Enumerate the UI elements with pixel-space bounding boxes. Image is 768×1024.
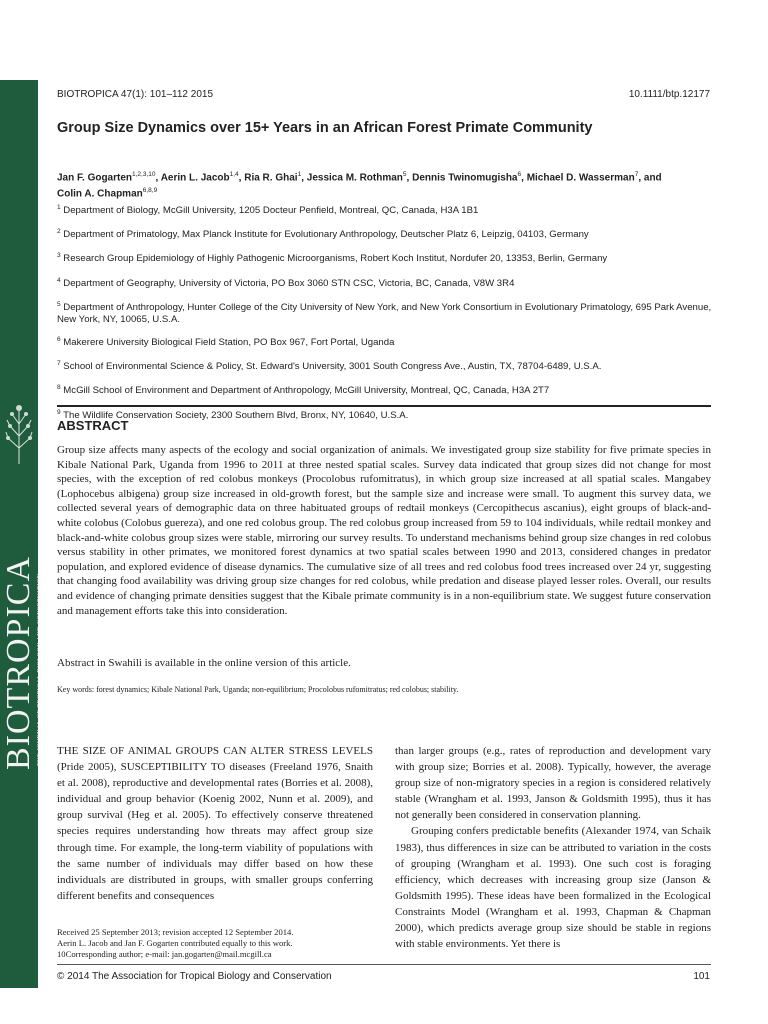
author-separator: , [406, 172, 413, 184]
affiliation-number: 5 [57, 300, 61, 308]
affiliation [57, 382, 717, 397]
author-separator: , [521, 172, 527, 184]
affiliation-number: 8 [57, 384, 61, 392]
affiliation-list [57, 202, 717, 431]
abstract-heading: ABSTRACT [57, 418, 129, 433]
author-separator: , [301, 172, 307, 184]
affiliation-number: 6 [57, 335, 61, 343]
page-number: 101 [693, 971, 710, 982]
affiliation [57, 226, 717, 241]
author-affiliation-marker: 1 [297, 171, 302, 178]
abstract-divider [57, 405, 711, 407]
sidebar-subtitle: THE JOURNAL OF TROPICAL BIOLOGY AND CONSERVATION [37, 573, 43, 766]
affiliation-text: Department of Anthropology, Hunter College of the City University of New York, and New York Consortium in Evolutionary Primatology, 695 Park Avenue, New York, NY, 10065, U.S.A. [57, 301, 712, 325]
affiliation-number: 2 [57, 228, 61, 236]
affiliation-number: 9 [57, 408, 61, 416]
footnote-received: Received 25 September 2013; revision accepted 12 September 2014. [57, 927, 294, 937]
author-affiliation-marker: 5 [402, 171, 407, 178]
body-paragraph: THE SIZE OF ANIMAL GROUPS CAN ALTER STRESS LEVELS (Pride 2005), SUSCEPTIBILITY TO diseases (Freeland 1976, Snaith et al. 2008), reproductive and developmental rates (Borries et al. 2008), individual and group behavior (Koenig 2002, Nunn et al. 2009), and group survival (Heg et al. 2005). To effectively conserve threatened species requires understanding how threats may affect group size through time. For example, the long-term viability of populations with the same number of individuals may differ based on how these individuals are distributed in groups, with smaller groups conferring different benefits and consequences [57, 745, 373, 902]
affiliation-text: School of Environmental Science & Policy, St. Edward's University, 3001 South Congress Ave., Austin, TX, 78704-6489, U.S.A. [63, 361, 602, 373]
author-list [57, 168, 717, 201]
affiliation-number: 1 [57, 204, 61, 211]
journal-citation: BIOTROPICA 47(1): 101–112 2015 [57, 89, 214, 100]
author: Michael D. Wasserman [526, 172, 635, 184]
tree-logo-icon [4, 398, 34, 464]
copyright: © 2014 The Association for Tropical Biology and Conservation [57, 971, 332, 982]
affiliation [57, 299, 717, 326]
affiliation-number: 7 [57, 360, 61, 368]
affiliation [57, 202, 717, 217]
affiliation [57, 407, 717, 422]
affiliation-text: McGill School of Environment and Department of Anthropology, McGill University, Montreal, QC, Canada, H3A 2T7 [63, 385, 550, 397]
author: Jan F. Gogarten [57, 172, 133, 184]
affiliation [57, 358, 717, 373]
body-paragraph: Grouping confers predictable benefits (Alexander 1974, van Schaik 1983), thus differences in size can be attributed to variation in the costs of grouping (Wrangham et al. 1993). One such cost is foraging efficiency, which decreases with increasing group size (Janson & Goldsmith 1995). These ideas have been formalized in the Ecological Constraints Model (Wrangham et al. 1993, Chapman & Chapman 2000), which predicts average group size should be stable in regions with stable environments. Yet there is [395, 825, 711, 951]
keywords: Key words: forest dynamics; Kibale National Park, Uganda; non-equilibrium; Procolobus rufomitratus; red colobus; stability. [57, 685, 459, 694]
body-column-right [395, 743, 711, 952]
author-affiliation-marker: 1,2,3,10 [132, 171, 156, 178]
journal-sidebar [0, 80, 43, 988]
author-affiliation-marker: 6 [517, 171, 522, 178]
affiliation [57, 334, 717, 349]
author-separator: , [238, 172, 245, 184]
author: Colin A. Chapman [57, 188, 143, 200]
author: Aerin L. Jacob [160, 172, 230, 184]
author: Jessica M. Rothman [306, 172, 403, 184]
body-column-left [57, 743, 373, 904]
abstract-text: Group size affects many aspects of the ecology and social organization of animals. We investigated group size stability for five primate species in Kibale National Park, Uganda from 1996 to 2011 at three nested spatial scales. Survey data indicated that group sizes did not change for most species, with the exception of red colobus monkeys (Procolobus rufomitratus), in which group size increased at all spatial scales. Mangabey (Lophocebus albigena) group size increased in old-growth forest, but the sample size and increase were small. To augment this survey data, we collected several years of demographic data on three habituated groups of redtail monkeys (Cercopithecus ascanius), eight groups of black-and-white colobus (Colobus guereza), and one red colobus group. The red colobus group increased from 59 to 104 individuals, while redtail monkey and black-and-white colobus group sizes were stable, mirroring our survey results. To understand mechanisms behind group size changes in red colobus versus stability in other primates, we monitored forest dynamics at two spatial scales between 1990 and 2013, considered changes in predator population, and explored evidence of disease dynamics. The cumulative size of all trees and red colobus food trees increased over 24 yr, suggesting that changing food availability was driving group size changes for red colobus, while predation and disease played lesser roles. Overall, our results and evidence of changing primate densities suggest that the Kibale primate community is in a non-equilibrium state. We suggest future conservation and management efforts take this into consideration. [57, 444, 711, 617]
article-title: Group Size Dynamics over 15+ Years in an African Forest Primate Community [57, 120, 593, 136]
affiliation-text: Department of Primatology, Max Planck Institute for Evolutionary Anthropology, Deutscher Platz 6, Leipzig, 04103, Germany [63, 229, 589, 241]
author: Ria R. Ghai [244, 172, 298, 184]
author: Dennis Twinomugisha [412, 172, 518, 184]
affiliation-text: Research Group Epidemiology of Highly Pathogenic Microorganisms, Robert Koch Institut, Nordufer 20, 13353, Berlin, Germany [63, 253, 608, 265]
affiliation-text: Department of Geography, University of Victoria, PO Box 3060 STN CSC, Victoria, BC, Canada, V8W 3R4 [63, 277, 515, 289]
author-separator: , [155, 172, 161, 184]
affiliation-text: Department of Biology, McGill University, 1205 Docteur Penfield, Montreal, QC, Canada, H3A 1B1 [63, 205, 479, 217]
body-paragraph: than larger groups (e.g., rates of reproduction and development vary with group size; Borries et al. 2008). Typically, however, the average group size of non-migratory species in a region is considered relatively stable (Wrangham et al. 1993, Janson & Goldsmith 1995), thus it has not generally been considered in conservation planning. [395, 745, 711, 822]
doi[interactable]: 10.1111/btp.12177 [628, 89, 710, 100]
author-affiliation-marker: 7 [634, 171, 639, 178]
affiliation-number: 3 [57, 252, 61, 260]
author-separator: , and [638, 172, 662, 184]
swahili-abstract-note: Abstract in Swahili is available in the online version of this article. [57, 657, 351, 669]
footnotes [57, 927, 373, 960]
sidebar-journal-name [2, 556, 44, 770]
affiliation-text: The Wildlife Conservation Society, 2300 Southern Blvd, Bronx, NY, 10640, U.S.A. [63, 409, 409, 421]
author-affiliation-marker: 1,4 [229, 171, 239, 178]
affiliation-number: 4 [57, 276, 61, 284]
footnote-equal-contribution: Aerin L. Jacob and Jan F. Gogarten contributed equally to this work. [57, 938, 293, 948]
author-affiliation-marker: 6,8,9 [142, 187, 158, 195]
sidebar-title: BIOTROPICA [0, 555, 37, 770]
footer-divider [57, 964, 711, 965]
affiliation [57, 250, 717, 265]
affiliation-text: Makerere University Biological Field Station, PO Box 967, Fort Portal, Uganda [63, 337, 395, 349]
affiliation [57, 275, 717, 290]
footnote-corresponding-author: 10Corresponding author; e-mail: jan.gogarten@mail.mcgill.ca [57, 949, 272, 959]
